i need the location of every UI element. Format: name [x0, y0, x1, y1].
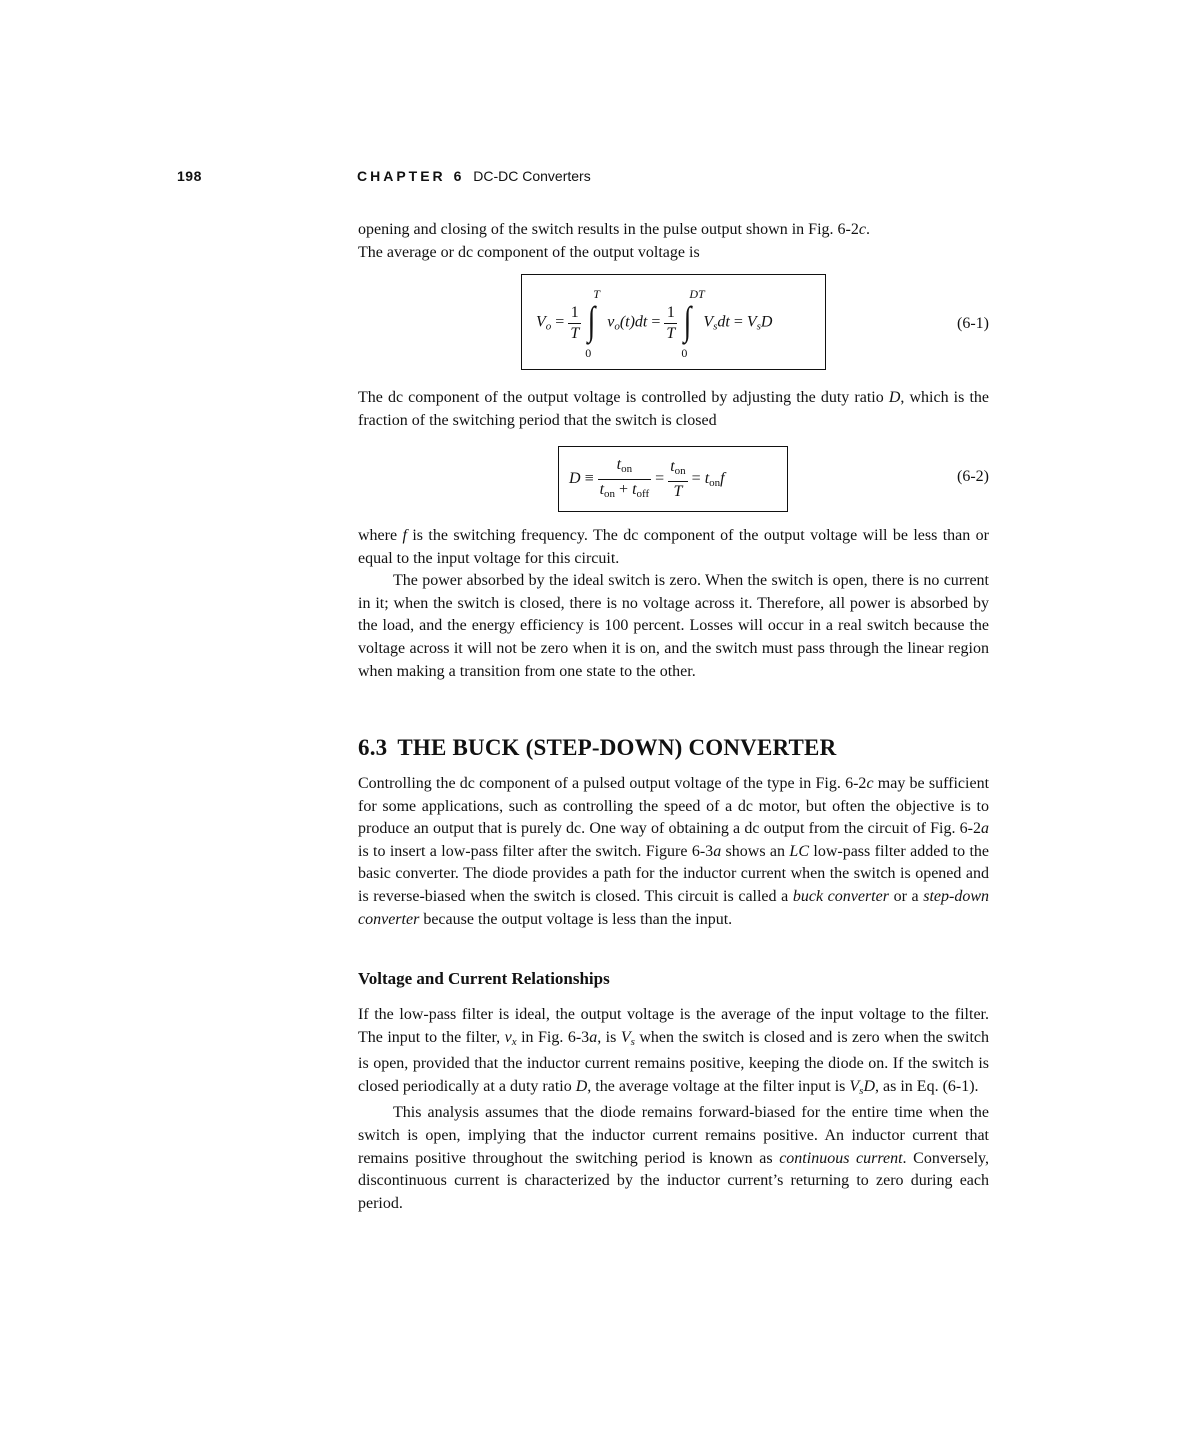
subsection-heading: Voltage and Current Relationships — [358, 969, 610, 988]
filter-vs-sub: s — [630, 1035, 635, 1048]
eq2-on-sub: on — [604, 488, 616, 500]
eq1-frac-2-den: T — [666, 324, 676, 342]
eq1-lower-limit-2: 0 — [681, 346, 688, 360]
buck-fig-c: c — [866, 775, 874, 792]
eq2-lhs: D — [569, 470, 581, 488]
equation-number-6-1: (6-1) — [957, 315, 989, 332]
eq1-equals: = — [555, 313, 569, 331]
section-title: THE BUCK (STEP-DOWN) CONVERTER — [397, 735, 837, 760]
eq1-integrand-1: v — [607, 313, 615, 331]
eq2-t: t — [616, 456, 622, 473]
equation-number-6-2: (6-2) — [957, 468, 989, 485]
eq1-frac-2 — [664, 303, 677, 344]
duty-text-a: The dc component of the output voltage is controlled by adjusting the duty ratio — [358, 389, 884, 406]
buck-text-4: shows an — [721, 842, 790, 860]
filter-text-4: when the switch is closed and is zero when the switch is open, provided that the inductor current remains positive, keeping the diode on. If the switch is closed periodically at a duty ratio — [358, 1028, 989, 1095]
equation-6-1 — [536, 287, 773, 360]
eq2-on-sub: on — [621, 463, 633, 475]
integral-sign: ∫ — [587, 298, 596, 343]
eq2-t: t — [670, 458, 675, 475]
eq2-plus: + — [615, 481, 633, 498]
eq1-lower-limit-1: 0 — [585, 346, 592, 360]
continuous-text-1: This analysis assumes that the diode remains forward-biased for the entire time when the switch is open, implying that the inductor current remains positive. An inductor current that remains positive throughout the switching period is known as — [358, 1104, 989, 1167]
freq-text-a: where — [358, 527, 403, 544]
intro-text: opening and closing of the switch results in the pulse output shown in Fig. 6-2 — [358, 221, 859, 238]
buck-text-2: may be sufficient for some applications, such as controlling the speed of a dc motor, but often the objective is to produce an output that is purely dc. One way of obtaining a dc output from the circuit of Fig. 6-2 — [358, 775, 990, 838]
equation-6-1-box — [521, 274, 826, 370]
buck-term-step-down: step-down converter — [358, 887, 989, 928]
eq1-integrand-2-rest: dt — [717, 313, 730, 331]
power-paragraph: The power absorbed by the ideal switch is zero. When the switch is open, there is no current in it; when the switch is closed, there is no voltage across it. Therefore, all power is absorbed by the load, and the energy efficiency is 100 percent. Losses will occur in a real switch because the voltage across it will not be zero when it is on, and the switch must pass through the linear region when making a transition from one state to the other. — [358, 572, 989, 680]
eq2-frac-1-num — [598, 455, 652, 480]
filter-vs2: V — [849, 1077, 860, 1095]
section-number: 6.3 — [358, 735, 388, 760]
eq1-integrand-1-sub: o — [614, 320, 620, 333]
page-number: 198 — [177, 168, 202, 184]
duty-var-d: D — [888, 389, 901, 406]
filter-text-2: in Fig. 6-3 — [516, 1028, 590, 1046]
freq-text-b: is the switching frequency. The dc component of the output voltage will be less than or equal to the input voltage for this circuit. — [358, 527, 989, 567]
intro-punct: . — [865, 221, 870, 238]
filter-text-6: , as in Eq. (6-1). — [875, 1077, 979, 1095]
figure-letter: c — [858, 221, 866, 238]
frequency-and-power-paragraphs — [358, 525, 989, 683]
duty-text-b: , which is the fraction of the switching period that the switch is closed — [358, 389, 990, 429]
buck-fig-a2: a — [713, 842, 722, 860]
eq1-equals-3: = — [733, 313, 747, 331]
eq1-result-d: D — [760, 313, 773, 331]
buck-lc: LC — [789, 842, 809, 860]
eq2-frac-2-num — [668, 457, 687, 482]
integral-sign: ∫ — [683, 298, 692, 343]
chapter-heading — [357, 168, 591, 184]
eq1-upper-limit-2: DT — [689, 287, 705, 301]
eq1-upper-limit-1: T — [593, 287, 600, 301]
filter-vs2-sub: s — [859, 1084, 864, 1097]
equation-6-2-box — [558, 446, 788, 512]
buck-text-3: is to insert a low-pass filter after the switch. Figure 6-3 — [358, 842, 714, 860]
filter-text-1: If the low-pass filter is ideal, the output voltage is the average of the input voltage to the filter. The input to the filter, — [358, 1006, 989, 1046]
buck-text-6: or a — [888, 887, 924, 905]
buck-paragraph — [358, 773, 989, 931]
eq2-frac-2-den: T — [673, 483, 683, 500]
equation-6-2-row — [358, 446, 989, 514]
eq2-t: t — [632, 481, 637, 498]
relationships-paragraphs — [358, 1004, 989, 1215]
filter-text-5: , the average voltage at the filter input is — [587, 1077, 850, 1095]
eq1-lhs: V — [536, 313, 546, 331]
buck-text-1: Controlling the dc component of a pulsed output voltage of the type in Fig. 6-2 — [358, 775, 867, 792]
eq1-lhs-sub: o — [545, 320, 552, 333]
chapter-number: 6 — [453, 168, 462, 184]
filter-vx-sub: x — [511, 1035, 517, 1048]
frequency-paragraph — [358, 525, 989, 570]
equation-6-1-row — [358, 274, 989, 371]
eq2-on-sub: on — [709, 477, 721, 490]
eq1-integrand-1-rest: (t)dt — [619, 313, 648, 331]
eq2-frac-1-den — [598, 480, 652, 504]
chapter-label: CHAPTER — [357, 168, 446, 184]
continuous-current-paragraph — [358, 1102, 989, 1215]
eq1-equals-2: = — [651, 313, 665, 331]
filter-vs: V — [620, 1028, 631, 1046]
integral-icon — [585, 287, 603, 360]
continuous-term: continuous current — [779, 1149, 903, 1167]
buck-text-7: because the output voltage is less than the input. — [419, 910, 733, 928]
eq2-equals-2: = — [691, 470, 705, 488]
eq2-frac-2 — [668, 457, 687, 502]
filter-d1: D — [575, 1077, 588, 1095]
chapter-title: DC-DC Converters — [473, 168, 591, 184]
buck-fig-a: a — [981, 820, 989, 838]
buck-text-5: low-pass filter added to the basic converter. The diode provides a path for the inductor current when the switch is opened and is reverse-biased when the switch is closed. This circuit is called a — [358, 842, 990, 905]
running-header — [0, 168, 1200, 188]
continuous-text-2: . Conversely, discontinuous current is characterized by the inductor current’s returning to zero during each period. — [358, 1149, 989, 1212]
eq2-equals: = — [655, 470, 669, 488]
eq1-frac-1-num: 1 — [568, 303, 581, 324]
filter-d2: D — [863, 1077, 876, 1095]
eq2-t: t — [599, 481, 605, 498]
filter-fig-a: a — [589, 1028, 598, 1046]
eq2-frac-1 — [598, 455, 652, 504]
freq-var-f: f — [402, 527, 407, 544]
integral-icon — [681, 287, 705, 360]
intro-paragraph — [358, 219, 989, 264]
section-heading — [358, 735, 836, 761]
eq2-on-sub: on — [674, 465, 686, 477]
filter-paragraph — [358, 1004, 989, 1102]
filter-text-3: , is — [597, 1028, 621, 1046]
eq1-frac-2-num: 1 — [664, 303, 677, 324]
intro-text-2: The average or dc component of the output voltage is — [358, 243, 700, 261]
eq1-result-sub: s — [756, 320, 761, 333]
buck-term-buck-converter: buck converter — [792, 887, 889, 905]
eq1-integrand-2: V — [703, 313, 714, 331]
equation-6-2 — [569, 455, 725, 504]
duty-ratio-paragraph — [358, 387, 989, 432]
filter-vx: v — [504, 1028, 512, 1046]
eq2-off-sub: off — [636, 488, 650, 500]
eq1-frac-1 — [568, 303, 581, 344]
eq2-equiv: ≡ — [584, 470, 594, 488]
eq1-frac-1-den: T — [570, 324, 580, 342]
eq1-integrand-2-sub: s — [713, 320, 718, 333]
eq1-result-var: V — [746, 313, 757, 331]
eq2-freq: f — [720, 470, 725, 488]
eq2-t: t — [704, 470, 710, 488]
